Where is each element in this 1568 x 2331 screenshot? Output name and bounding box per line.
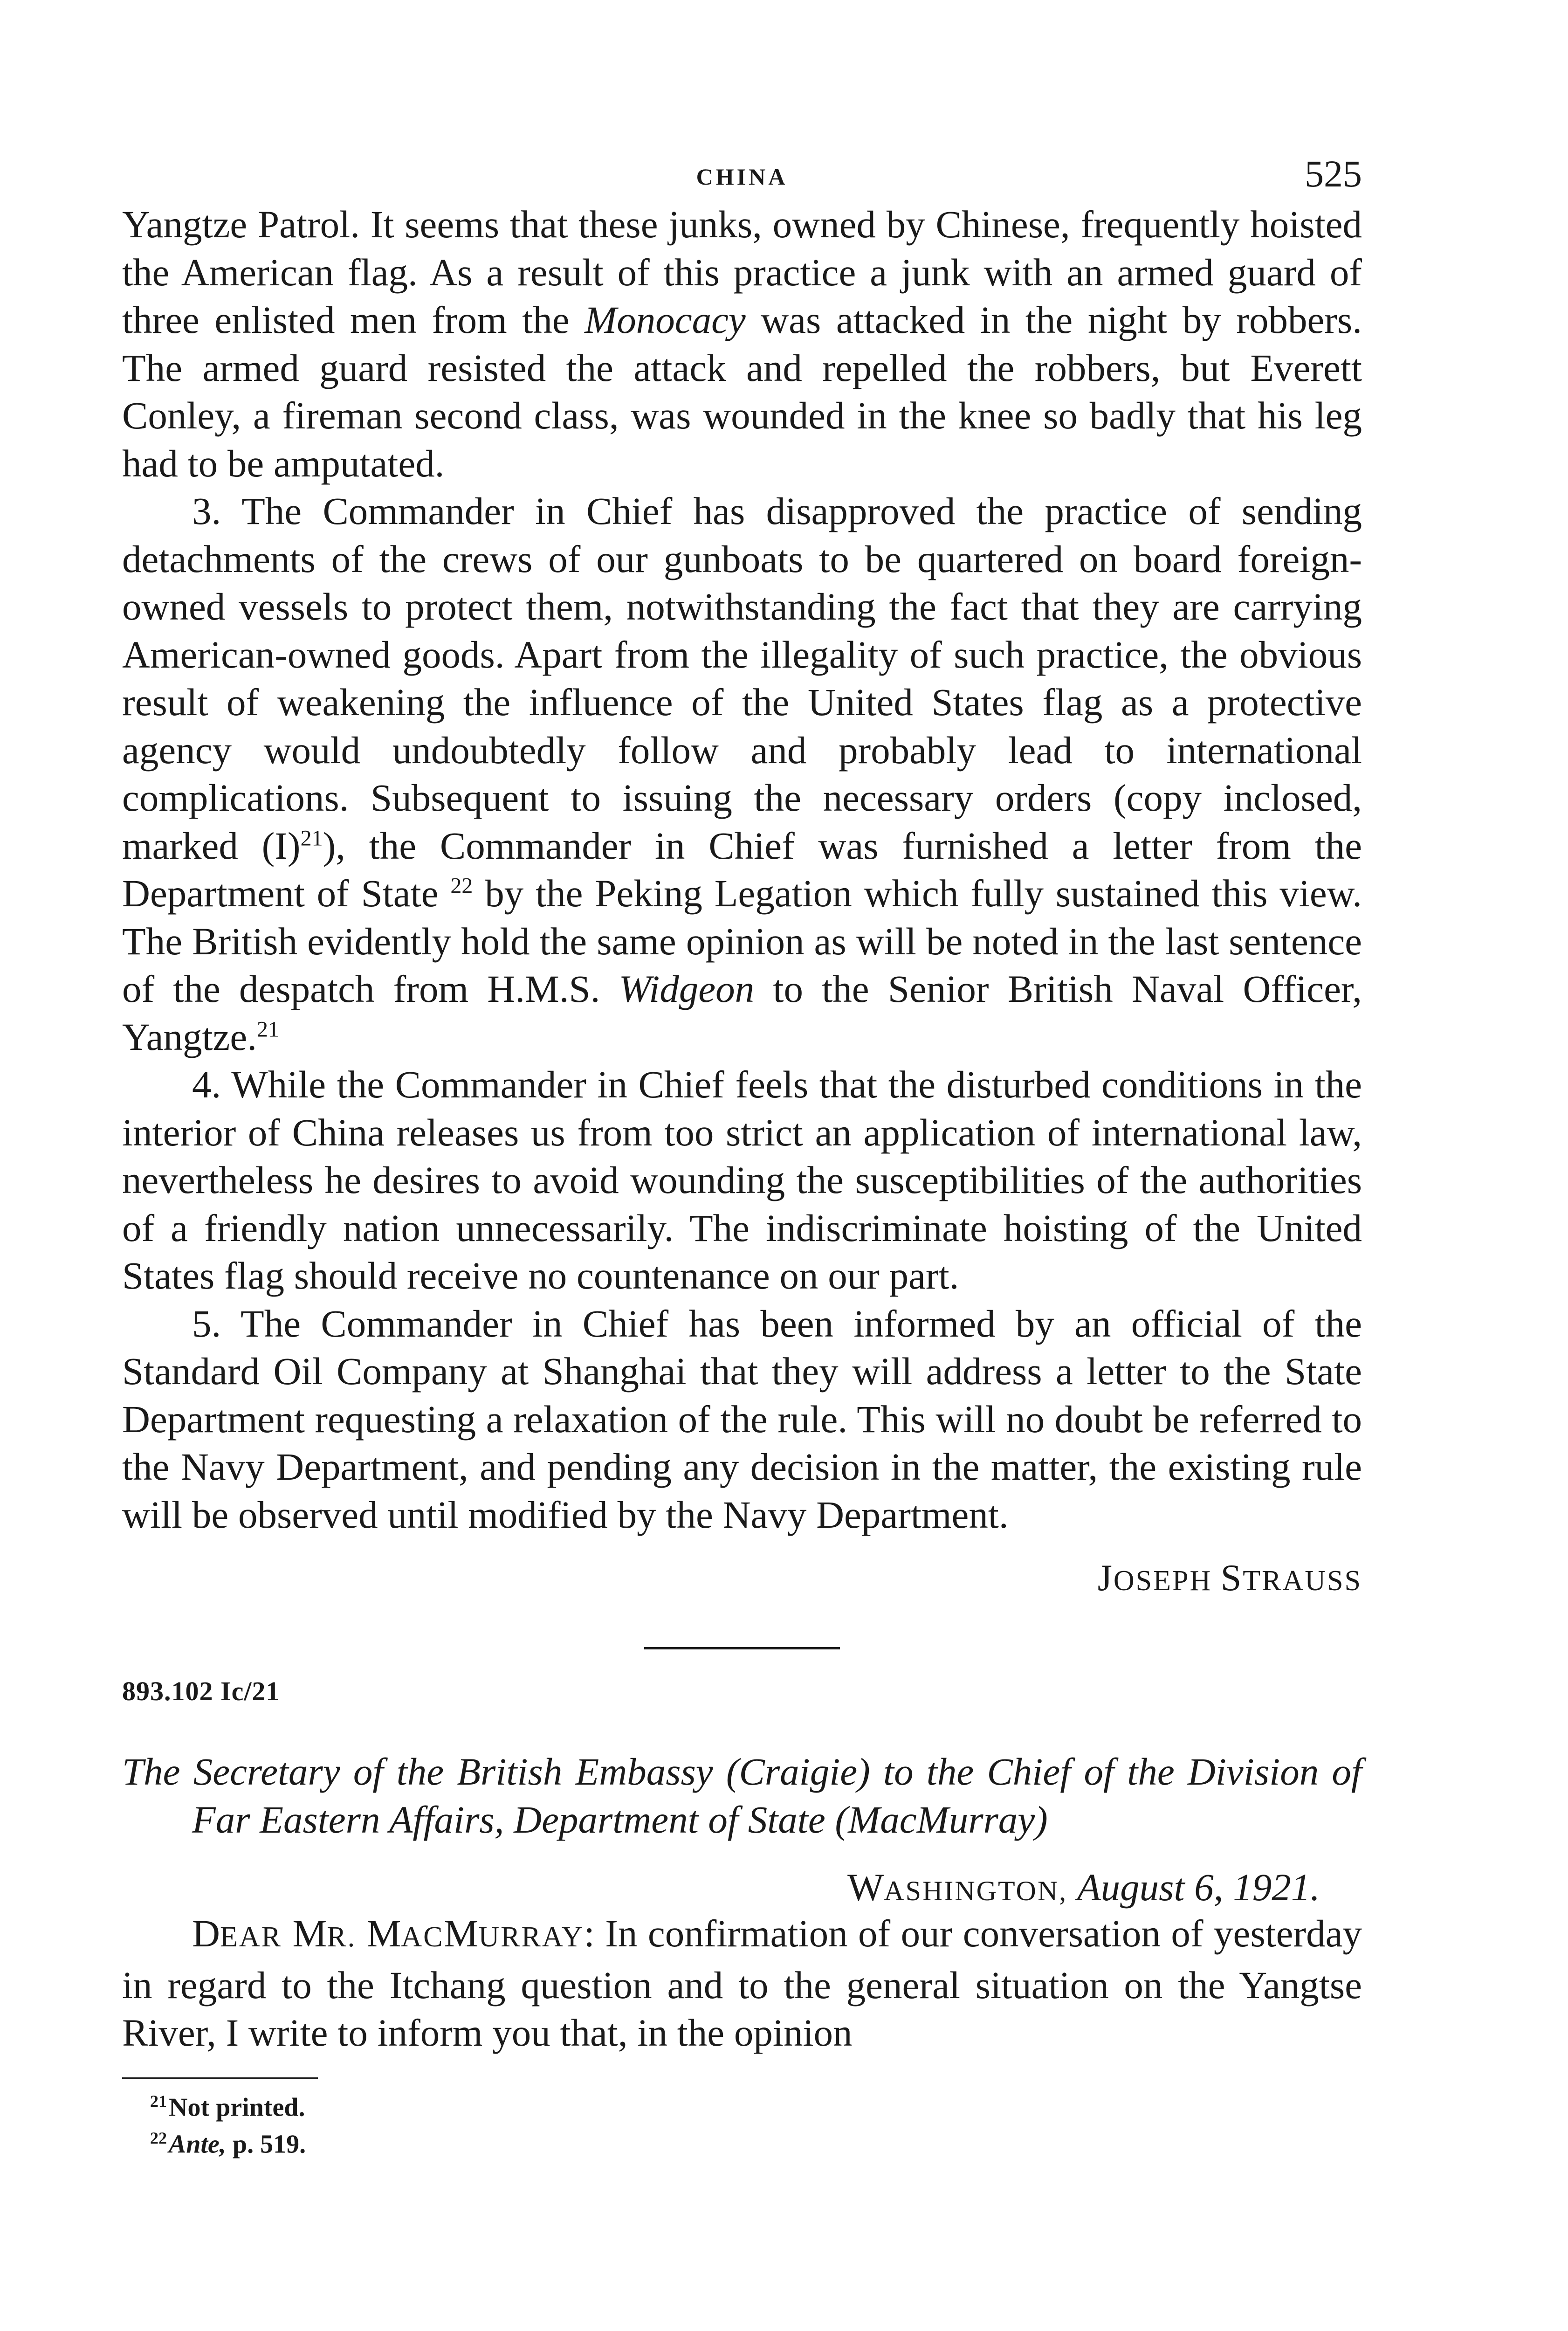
signature bbox=[122, 1557, 1362, 1600]
footnote-ref: 21 bbox=[256, 1016, 279, 1041]
signature-first: OSEPH bbox=[1113, 1565, 1212, 1597]
footnote-text: Not printed. bbox=[169, 2093, 305, 2122]
salutation-part: M bbox=[366, 1912, 401, 1955]
para3-text-d: to the Senior British Naval Officer, Yangtze. bbox=[122, 967, 1362, 1058]
para1-text-end: was attacked in the night by robbers. The armed guard resisted the attack and repelled the robbers, but Everett Conley, a fireman second class, was wounded in the knee so badly that his leg had to be amputated. bbox=[122, 298, 1362, 485]
running-head: CHINA bbox=[696, 164, 788, 190]
footnote-mark: 22 bbox=[150, 2129, 167, 2148]
file-number: 893.102 Ic/21 bbox=[122, 1676, 280, 1706]
salutation-part: URRAY bbox=[478, 1921, 584, 1953]
salutation-part: D bbox=[192, 1912, 220, 1955]
salutation-part: AC bbox=[401, 1921, 444, 1953]
salutation-part: M bbox=[292, 1912, 327, 1955]
signature-last: TRAUSS bbox=[1243, 1565, 1362, 1597]
footnote-text: p. 519. bbox=[226, 2130, 306, 2159]
section-divider bbox=[644, 1647, 840, 1649]
footnote-text-italic: Ante, bbox=[169, 2130, 226, 2159]
dateline bbox=[122, 1865, 1362, 1910]
letter-text: : In confirmation of our conversation of yesterday in regard to the Itchang question and to the general situation on the Yangtse River, I write to inform you that, in the opinion bbox=[122, 1912, 1362, 2054]
paragraph-3 bbox=[122, 487, 1362, 1061]
para3-text-a: 3. The Commander in Chief has disapproved the practice of sending detachments of the crews of our gunboats to be quartered on board foreign-owned vessels to protect them, notwithstanding the fact that they are carrying American-owned goods. Apart from the illegality of such practice, the obvious result of weakening the influence of the United States flag as a protective agency would undoubtedly follow and probably lead to international complications. Subsequent to issuing the necessary orders (copy inclosed, marked (I) bbox=[122, 490, 1362, 867]
para3-text-b: ), the Commander in Chief was furnished a letter from the Department of State bbox=[122, 824, 1362, 915]
letter-body bbox=[122, 1910, 1362, 2057]
footnote-mark: 21 bbox=[150, 2091, 167, 2110]
signature-initial: S bbox=[1220, 1558, 1243, 1599]
page-number: 525 bbox=[1305, 152, 1362, 195]
salutation-part: EAR bbox=[220, 1921, 282, 1953]
footnote-ref: 22 bbox=[450, 873, 473, 898]
footnote-22 bbox=[150, 2123, 1362, 2160]
document-title: The Secretary of the British Embassy (Craigie) to the Chief of the Division of Far Eastern Affairs, Department of State (MacMurray) bbox=[122, 1750, 1362, 1841]
dateline-date: August 6, 1921. bbox=[1077, 1866, 1320, 1909]
signature-initial: J bbox=[1097, 1558, 1114, 1599]
ship-name-widgeon: Widgeon bbox=[619, 967, 755, 1010]
footnote-ref: 21 bbox=[300, 825, 323, 850]
paragraph-5: 5. The Commander in Chief has been informed by an official of the Standard Oil Company at Shanghai that they will address a letter to the State Department requesting a relaxation of the rule. This will no doubt be referred to the Navy Department, and pending any decision in the matter, the existing rule will be observed until modified by the Navy Department. bbox=[122, 1302, 1362, 1536]
paragraph-4: 4. While the Commander in Chief feels that the disturbed conditions in the interior of China releases us from too strict an application of international law, nevertheless he desires to avoid wounding the susceptibilities of the authorities of a friendly nation unnecessarily. The indiscriminate hoisting of the United States flag should receive no countenance on our part. bbox=[122, 1063, 1362, 1297]
dateline-initial: W bbox=[847, 1866, 884, 1909]
footnote-rule bbox=[122, 2077, 318, 2079]
dateline-city: ASHINGTON, bbox=[884, 1876, 1068, 1906]
document-page bbox=[122, 140, 1362, 2160]
salutation-part: R. bbox=[327, 1921, 357, 1953]
ship-name-monocacy: Monocacy bbox=[585, 298, 746, 341]
footnotes bbox=[122, 2086, 1362, 2160]
salutation-part: M bbox=[444, 1912, 479, 1955]
paragraph-continuation bbox=[122, 200, 1362, 487]
para1-text: Yangtze Patrol. It seems that these junks, owned by Chinese, frequently hoisted the American flag. As a result of this practice a junk with an armed guard of three enlisted men from the bbox=[122, 203, 1362, 341]
page-header bbox=[122, 140, 1362, 200]
para3-text-c: by the Peking Legation which fully sustained this view. The British evidently hold the same opinion as will be noted in the last sentence of the despatch from H.M.S. bbox=[122, 872, 1362, 1010]
footnote-21 bbox=[150, 2086, 1362, 2123]
